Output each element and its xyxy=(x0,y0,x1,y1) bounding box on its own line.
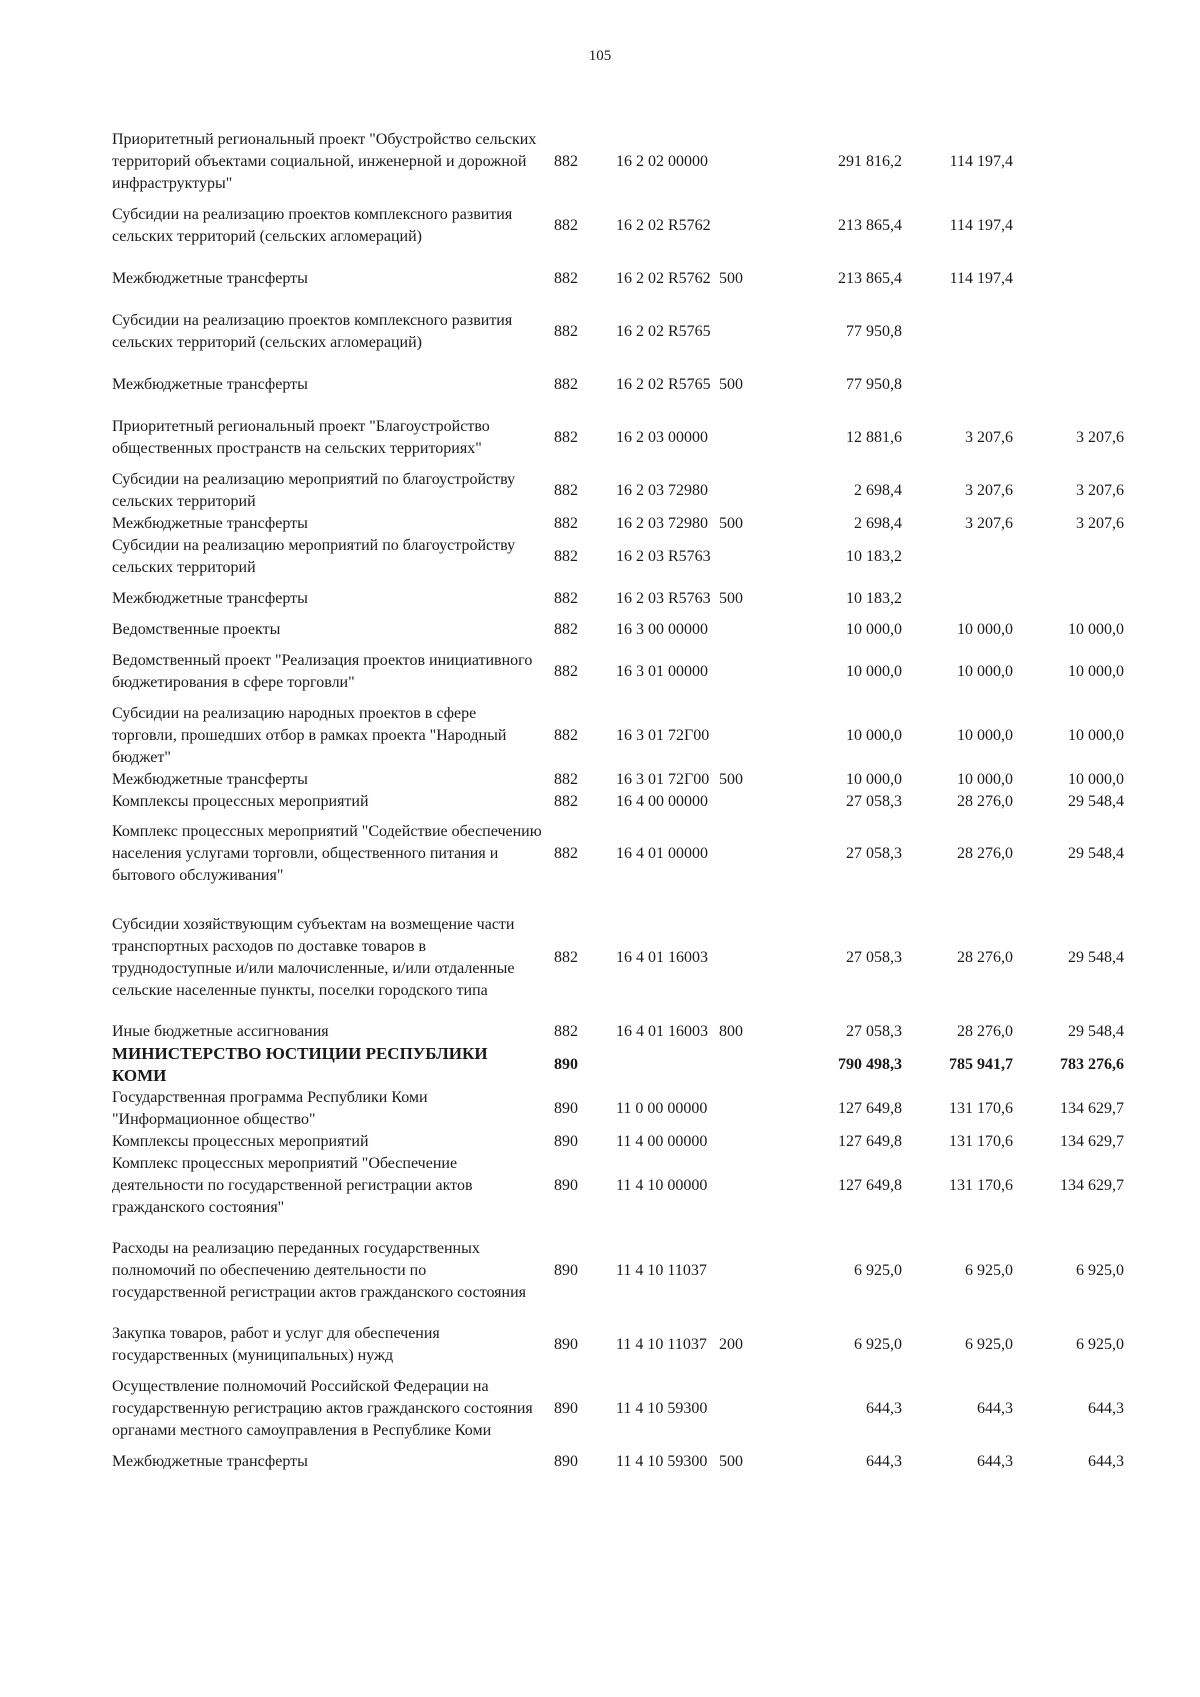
row-expense-type xyxy=(711,619,761,641)
row-expense-type xyxy=(711,895,761,1021)
row-expense-type: 500 xyxy=(719,270,743,287)
row-target-code: 16 2 03 72980 xyxy=(616,482,708,499)
row-amount-year2: 28 276,0 xyxy=(957,1023,1013,1040)
row-label: Субсидии на реализацию проектов комплексного развития сельских территорий (сельских агломераций) xyxy=(112,312,513,351)
row-amount-year1: 77 950,8 xyxy=(846,376,902,393)
row-target-code: 16 3 01 72Г00 xyxy=(616,727,710,744)
row-expense-type xyxy=(711,1043,761,1087)
row-expense-type xyxy=(711,469,761,513)
row-code: 882 xyxy=(554,482,578,499)
row-amount-year3: 29 548,4 xyxy=(1068,949,1124,966)
row-amount-year3: 6 925,0 xyxy=(1076,1262,1124,1279)
row-amount-year1: 291 816,2 xyxy=(838,152,902,170)
row-amount-year2: 785 941,7 xyxy=(949,1056,1013,1073)
row-expense-type xyxy=(711,1153,761,1219)
table-row xyxy=(112,619,1124,641)
row-target-code: 16 2 02 R5765 xyxy=(616,323,711,340)
row-amount-year2: 131 170,6 xyxy=(949,1133,1013,1150)
row-label: Иные бюджетные ассигнования xyxy=(112,1023,329,1040)
row-label: Осуществление полномочий Российской Федерации на государственную регистрацию актов гражданского состояния органами местного самоуправления в Республике Коми xyxy=(112,1378,533,1439)
row-target-code: 11 0 00 00000 xyxy=(616,1100,708,1117)
row-expense-type xyxy=(711,407,761,469)
row-label: Межбюджетные трансферты xyxy=(112,590,308,607)
row-code: 882 xyxy=(554,548,578,565)
table-row xyxy=(112,301,1124,363)
row-amount-year1: 127 649,8 xyxy=(838,1177,902,1194)
row-expense-type xyxy=(711,195,761,257)
row-amount-year2: 10 000,0 xyxy=(957,771,1013,788)
table-row xyxy=(112,407,1124,469)
row-amount-year3 xyxy=(1013,363,1124,407)
row-amount-year1: 213 865,4 xyxy=(838,217,902,234)
row-amount-year1: 2 698,4 xyxy=(854,482,902,499)
row-target-code: 16 2 03 00000 xyxy=(616,429,708,446)
row-expense-type xyxy=(711,128,761,195)
row-amount-year1: 27 058,3 xyxy=(846,845,902,862)
row-amount-year3 xyxy=(1013,257,1124,301)
row-code: 882 xyxy=(554,376,578,393)
row-expense-type: 800 xyxy=(719,1023,743,1040)
row-label: Межбюджетные трансферты xyxy=(112,771,308,788)
row-label: Межбюджетные трансферты xyxy=(112,270,308,287)
row-code: 882 xyxy=(554,1023,578,1040)
row-amount-year1: 10 000,0 xyxy=(846,771,902,788)
table-row xyxy=(112,703,1124,769)
row-target-code: 16 4 01 00000 xyxy=(616,845,708,862)
row-amount-year2: 28 276,0 xyxy=(957,793,1013,810)
row-amount-year2: 131 170,6 xyxy=(949,1177,1013,1194)
row-amount-year1: 27 058,3 xyxy=(846,1023,902,1040)
row-target-code: 11 4 10 00000 xyxy=(616,1177,708,1194)
row-label: Субсидии на реализацию мероприятий по благоустройству сельских территорий xyxy=(112,537,516,576)
row-amount-year1: 644,3 xyxy=(866,1453,902,1470)
row-code: 882 xyxy=(554,845,578,862)
row-amount-year3 xyxy=(1013,128,1124,195)
row-target-code: 11 4 10 11037 xyxy=(616,1336,707,1353)
row-amount-year1: 2 698,4 xyxy=(854,515,902,532)
row-amount-year1: 10 183,2 xyxy=(846,590,902,607)
row-amount-year3: 10 000,0 xyxy=(1068,663,1124,680)
row-amount-year3: 6 925,0 xyxy=(1076,1336,1124,1353)
row-code: 882 xyxy=(554,152,578,170)
row-label: Комплекс процессных мероприятий "Содействие обеспечению населения услугами торговли, общественного питания и бытового обслуживания" xyxy=(112,823,542,884)
row-expense-type: 500 xyxy=(719,771,743,788)
row-amount-year3: 134 629,7 xyxy=(1060,1177,1124,1194)
row-label: Комплекс процессных мероприятий "Обеспечение деятельности по государственной регистрации актов гражданского состояния" xyxy=(112,1155,473,1216)
row-amount-year2: 114 197,4 xyxy=(949,217,1013,234)
row-amount-year1: 10 000,0 xyxy=(846,621,902,638)
row-amount-year3: 29 548,4 xyxy=(1068,793,1124,810)
row-target-code: 11 4 00 00000 xyxy=(616,1133,708,1150)
row-target-code: 16 2 02 R5762 xyxy=(616,270,711,287)
row-amount-year3: 134 629,7 xyxy=(1060,1133,1124,1150)
row-code: 882 xyxy=(554,270,578,287)
row-amount-year1: 127 649,8 xyxy=(838,1100,902,1117)
row-amount-year3: 10 000,0 xyxy=(1068,621,1124,638)
row-amount-year3 xyxy=(1013,195,1124,257)
row-label: Межбюджетные трансферты xyxy=(112,515,308,532)
budget-table xyxy=(112,128,1124,1473)
row-amount-year2: 10 000,0 xyxy=(957,621,1013,638)
row-amount-year1: 27 058,3 xyxy=(846,949,902,966)
row-amount-year3 xyxy=(1013,301,1124,363)
page-number: 105 xyxy=(588,48,612,64)
row-expense-type xyxy=(711,641,761,703)
row-expense-type: 500 xyxy=(719,590,743,607)
row-target-code: 16 4 00 00000 xyxy=(616,793,708,810)
row-expense-type xyxy=(711,791,761,813)
row-amount-year1: 10 000,0 xyxy=(846,663,902,680)
row-amount-year3: 3 207,6 xyxy=(1076,515,1124,532)
table-row xyxy=(112,1219,1124,1323)
row-amount-year1: 6 925,0 xyxy=(854,1336,902,1353)
row-amount-year2 xyxy=(902,535,1013,579)
table-row xyxy=(112,641,1124,703)
row-amount-year3: 783 276,6 xyxy=(1060,1056,1124,1073)
row-amount-year1: 127 649,8 xyxy=(838,1133,902,1150)
row-code: 890 xyxy=(554,1133,578,1150)
row-code: 890 xyxy=(554,1453,578,1470)
row-label: Расходы на реализацию переданных государственных полномочий по обеспечению деятельности по государственной регистрации актов гражданского состояния xyxy=(112,1240,527,1301)
row-code: 890 xyxy=(554,1056,578,1073)
row-code: 882 xyxy=(554,323,578,340)
row-target-code: 16 2 03 R5763 xyxy=(616,590,711,607)
row-amount-year1: 6 925,0 xyxy=(854,1262,902,1279)
row-label: Субсидии на реализацию народных проектов в сфере торговли, прошедших отбор в рамках проекта "Народный бюджет" xyxy=(112,705,507,766)
table-row xyxy=(112,1131,1124,1153)
table-row xyxy=(112,769,1124,791)
row-code: 882 xyxy=(554,621,578,638)
row-code: 882 xyxy=(554,590,578,607)
row-label: Комплексы процессных мероприятий xyxy=(112,793,369,810)
row-amount-year1: 10 000,0 xyxy=(846,727,902,744)
row-amount-year2: 3 207,6 xyxy=(965,482,1013,499)
table-row xyxy=(112,195,1124,257)
row-target-code: 11 4 10 11037 xyxy=(616,1262,707,1279)
row-expense-type xyxy=(711,813,761,895)
row-target-code: 11 4 10 59300 xyxy=(616,1453,708,1470)
row-amount-year3: 644,3 xyxy=(1088,1400,1124,1417)
table-row xyxy=(112,513,1124,535)
table-row xyxy=(112,1367,1124,1451)
row-amount-year3: 3 207,6 xyxy=(1076,429,1124,446)
row-amount-year1: 644,3 xyxy=(866,1400,902,1417)
row-label: Межбюджетные трансферты xyxy=(112,1453,308,1470)
table-row xyxy=(112,1087,1124,1131)
row-amount-year2 xyxy=(902,301,1013,363)
row-expense-type xyxy=(711,1131,761,1153)
row-label: Субсидии хозяйствующим субъектам на возмещение части транспортных расходов по доставке товаров в труднодоступные и/или малочисленные, и/или отдаленные сельские населенные пункты, поселки городского типа xyxy=(112,916,515,999)
row-amount-year2: 3 207,6 xyxy=(965,429,1013,446)
row-amount-year2: 28 276,0 xyxy=(957,845,1013,862)
row-amount-year3: 29 548,4 xyxy=(1068,1023,1124,1040)
row-amount-year1: 27 058,3 xyxy=(846,793,902,810)
table-row xyxy=(112,1021,1124,1043)
row-expense-type: 500 xyxy=(719,376,743,393)
row-target-code: 16 2 02 00000 xyxy=(616,152,708,170)
row-expense-type: 500 xyxy=(719,515,743,532)
row-label: Комплексы процессных мероприятий xyxy=(112,1133,369,1150)
row-amount-year3: 10 000,0 xyxy=(1068,727,1124,744)
row-code: 890 xyxy=(554,1400,578,1417)
table-row xyxy=(112,895,1124,1021)
row-amount-year2: 6 925,0 xyxy=(965,1336,1013,1353)
row-target-code: 16 3 01 72Г00 xyxy=(616,771,710,788)
table-row xyxy=(112,1323,1124,1367)
table-row xyxy=(112,579,1124,619)
table-row xyxy=(112,363,1124,407)
row-amount-year1: 790 498,3 xyxy=(838,1056,902,1073)
row-amount-year1: 213 865,4 xyxy=(838,270,902,287)
row-expense-type xyxy=(711,1367,761,1451)
row-amount-year3: 29 548,4 xyxy=(1068,845,1124,862)
row-amount-year3: 10 000,0 xyxy=(1068,771,1124,788)
row-amount-year2: 131 170,6 xyxy=(949,1100,1013,1117)
row-code: 882 xyxy=(554,217,578,234)
row-amount-year3: 3 207,6 xyxy=(1076,482,1124,499)
table-row xyxy=(112,791,1124,813)
row-code: 882 xyxy=(554,429,578,446)
table-row xyxy=(112,1451,1124,1473)
row-code: 882 xyxy=(554,793,578,810)
row-target-code: 11 4 10 59300 xyxy=(616,1400,708,1417)
table-row xyxy=(112,128,1124,195)
row-target-code: 16 4 01 16003 xyxy=(616,949,708,966)
row-target-code: 16 2 03 72980 xyxy=(616,515,708,532)
row-label: Ведомственные проекты xyxy=(112,621,281,638)
row-amount-year2: 644,3 xyxy=(977,1453,1013,1470)
row-target-code: 16 2 02 R5762 xyxy=(616,217,711,234)
row-target-code: 16 2 03 R5763 xyxy=(616,548,711,565)
row-amount-year3: 644,3 xyxy=(1088,1453,1124,1470)
row-label: Межбюджетные трансферты xyxy=(112,376,308,393)
table-row xyxy=(112,1153,1124,1219)
row-amount-year2 xyxy=(902,363,1013,407)
row-code: 890 xyxy=(554,1100,578,1117)
row-code: 882 xyxy=(554,515,578,532)
row-code: 882 xyxy=(554,727,578,744)
row-amount-year1: 10 183,2 xyxy=(846,548,902,565)
row-code: 882 xyxy=(554,771,578,788)
row-amount-year2: 644,3 xyxy=(977,1400,1013,1417)
row-amount-year2: 6 925,0 xyxy=(965,1262,1013,1279)
row-target-code xyxy=(606,1043,711,1087)
row-amount-year2: 28 276,0 xyxy=(957,949,1013,966)
row-label: Субсидии на реализацию проектов комплексного развития сельских территорий (сельских агломераций) xyxy=(112,206,513,245)
row-expense-type xyxy=(711,1087,761,1131)
row-label: Приоритетный региональный проект "Благоустройство общественных пространств на сельских территориях" xyxy=(112,418,490,457)
row-code: 890 xyxy=(554,1336,578,1353)
row-expense-type xyxy=(711,703,761,769)
table-row xyxy=(112,1043,1124,1087)
row-expense-type: 200 xyxy=(719,1336,743,1353)
row-amount-year2: 10 000,0 xyxy=(957,663,1013,680)
table-row xyxy=(112,535,1124,579)
row-amount-year2: 114 197,4 xyxy=(949,270,1013,287)
row-label: Ведомственный проект "Реализация проектов инициативного бюджетирования в сфере торговли" xyxy=(112,652,533,691)
row-amount-year2: 114 197,4 xyxy=(949,152,1013,170)
table-row xyxy=(112,257,1124,301)
row-target-code: 16 2 02 R5765 xyxy=(616,376,711,393)
row-target-code: 16 3 00 00000 xyxy=(616,621,708,638)
row-label: Субсидии на реализацию мероприятий по благоустройству сельских территорий xyxy=(112,471,516,510)
row-code: 882 xyxy=(554,663,578,680)
row-amount-year2: 10 000,0 xyxy=(957,727,1013,744)
row-amount-year3 xyxy=(1013,535,1124,579)
row-amount-year3 xyxy=(1013,579,1124,619)
row-label: Закупка товаров, работ и услуг для обеспечения государственных (муниципальных) нужд xyxy=(112,1325,440,1364)
table-row xyxy=(112,469,1124,513)
budget-table-body xyxy=(112,128,1124,1473)
row-expense-type xyxy=(711,301,761,363)
row-code: 890 xyxy=(554,1177,578,1194)
row-amount-year3: 134 629,7 xyxy=(1060,1100,1124,1117)
row-target-code: 16 4 01 16003 xyxy=(616,1023,708,1040)
row-label: Государственная программа Республики Коми "Информационное общество" xyxy=(112,1089,428,1128)
row-expense-type: 500 xyxy=(719,1453,743,1470)
row-code: 890 xyxy=(554,1262,578,1279)
row-expense-type xyxy=(711,1219,761,1323)
row-expense-type xyxy=(711,535,761,579)
row-amount-year2 xyxy=(902,579,1013,619)
row-label: Приоритетный региональный проект "Обустройство сельских территорий объектами социальной, инженерной и дорожной инфраструктуры" xyxy=(112,130,537,192)
row-label: МИНИСТЕРСТВО ЮСТИЦИИ РЕСПУБЛИКИ КОМИ xyxy=(112,1044,488,1085)
row-amount-year2: 3 207,6 xyxy=(965,515,1013,532)
row-amount-year1: 12 881,6 xyxy=(846,429,902,446)
row-code: 882 xyxy=(554,949,578,966)
row-amount-year1: 77 950,8 xyxy=(846,323,902,340)
row-target-code: 16 3 01 00000 xyxy=(616,663,708,680)
table-row xyxy=(112,813,1124,895)
